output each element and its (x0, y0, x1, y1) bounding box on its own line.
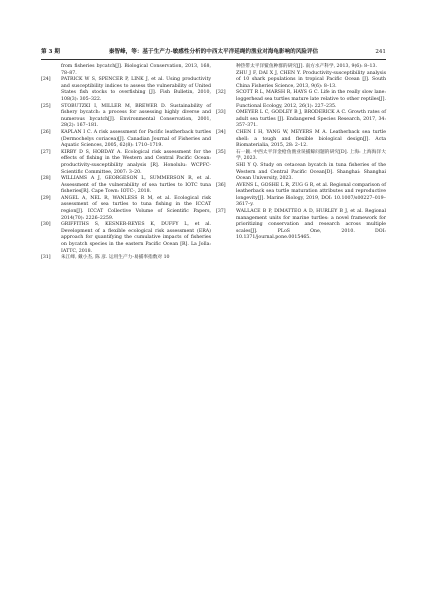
reference-item (216, 71, 386, 91)
reference-item (216, 150, 386, 163)
reference-item (216, 130, 386, 150)
header-rule (41, 59, 386, 60)
reference-item (216, 90, 386, 110)
reference-item (41, 130, 211, 150)
references-right-column (216, 64, 386, 242)
reference-number: [35] (216, 149, 226, 155)
reference-item (216, 183, 386, 209)
reference-number: [29] (41, 195, 51, 201)
reference-number: [34] (216, 129, 226, 135)
reference-text: STOBUTZKI I, MILLER M, BREWER D. Sustainability of fishery bycatch: a process for assessing highly diverse and numerous bycatch[J]. Environmental Conservation, 2001, 28(2): 167–181. (61, 103, 211, 129)
reference-text: AVENS L, GOSHE L R, ZUG G R, et al. Regional comparison of leatherback sea turtle maturation attributes and reproductive longevity[J]. Marine Biology, 2019, DOI: 10.1007/s00227–019–3617–y. (236, 182, 386, 208)
references-left-column (41, 64, 211, 262)
reference-text: GRIFFITHS S, KESNER-REYES K, DUFFY L, et al. Development of a flexible ecological risk assessment (ERA) approach for quantifying the cumulative impacts of fisheries on bycatch species in the eastern Pacific Ocean [R]. La Jolla: IATTC, 2018. (61, 222, 211, 254)
reference-text: KAPLAN I C. A risk assessment for Pacific leatherback turtles (Dermochelys coriacea)[J]. Canadian Journal of Fisheries and Aquatic Sciences, 2005, 62(8): 1710–1719. (61, 129, 211, 149)
reference-item (216, 64, 386, 71)
reference-item (216, 209, 386, 242)
page-number: 241 (375, 49, 386, 55)
reference-item (41, 176, 211, 196)
reference-number: [31] (41, 255, 51, 261)
reference-text: from fisheries bycatch[J]. Biological Conservation, 2013, 168, 78–87. (61, 64, 211, 76)
reference-text: 种热带太平洋鲨鱼种群的研究[J]. 南方水产科学, 2013, 9(6): 8–13. (236, 64, 377, 69)
reference-number: [27] (41, 149, 51, 155)
issue-number: 第 3 期 (41, 49, 60, 55)
reference-item (41, 255, 211, 262)
reference-number: [26] (41, 129, 51, 135)
reference-item (41, 150, 211, 176)
reference-text: SHI Y Q. Study on cetacean bycatch in tuna fisheries of the Western and Central Pacific Ocean[D]. Shanghai: Shanghai Ocean University, 2023. (236, 162, 386, 182)
reference-number: [24] (41, 77, 51, 83)
reference-number: [28] (41, 176, 51, 182)
reference-text: WALLACE B P, DIMATTEO A D, HURLEY B J, et al. Regional management units for marine turtles: a novel framework for prioritizing conservation and research across multiple scales[J]. PLoS One, 2010. DOI: 10.1371/journal.pone.0015465. (236, 209, 386, 241)
page-header (41, 46, 386, 58)
reference-text: 石一颖. 中西太平洋金枪鱼渔业误捕鲸问题的研究[D]. 上海: 上海海洋大学, 2023. (236, 149, 386, 162)
reference-number: [33] (216, 110, 226, 116)
running-title: 秦智峰，等：基于生产力-敏感性分析的中西太平洋延绳钓渔业对海龟影响的风险评估 (108, 49, 319, 55)
reference-text: ANGEL A, NEL R, WANLESS R M, et al. Ecological risk assessment of sea turtles to tuna fishing in the ICCAT region[J]. ICCAT Collective Volume of Scientific Papers, 2014(70): 2226–2259. (61, 195, 211, 221)
reference-text: CHEN I H, YANG W, MEYERS M A. Leatherback sea turtle shell: a tough and flexible biological design[J]. Acta Biomaterialia, 2015, 28: 2–12. (236, 129, 386, 149)
reference-item (216, 110, 386, 130)
reference-item (41, 196, 211, 222)
reference-item (41, 104, 211, 130)
reference-item (41, 64, 211, 77)
reference-number: [36] (216, 182, 226, 188)
reference-text: KIRBY D S, HOBDAY A. Ecological risk assessment for the effects of fishing in the Western and Central Pacific Ocean: productivity-susceptibility analysis [R]. Honolulu: WCPFC-Scientific Committee, 2007: 3–20. (61, 149, 211, 175)
reference-number: [37] (216, 209, 226, 215)
reference-text: WILLIAMS A J, GEORGESON L, SUMMERSON R, et al. Assessment of the vulnerability of sea turtles to IOTC tuna fisheries[R]. Cape Town: IOTC-, 2018. (61, 176, 211, 195)
reference-item (216, 163, 386, 183)
reference-text: ZHU J F, DAI X J, CHEN Y. Productivity-susceptibility analysis of 10 shark populations in tropical Pacific Ocean [J]. South China Fisheries Science, 2013, 9(6): 8–13. (236, 70, 386, 89)
reference-text: OMEYER L C, GODLEY B J, BRODERICK A C. Growth rates of adult sea turtles [J]. Endangered Species Research, 2017, 34: 357–371. (236, 110, 386, 129)
reference-text: SCOTT R L, MARSH R, HAYS G C. Life in the really slow lane: loggerhead sea turtles mature late relative to other reptiles[J]. Functional Ecology, 2012, 26(1): 227–235. (236, 90, 386, 109)
reference-item (41, 77, 211, 103)
reference-number: [25] (41, 103, 51, 109)
reference-text: 朱江峰, 戴小杰, 陈 彦. 运用生产力-易捕率指数对 10 (61, 255, 170, 261)
reference-item (41, 222, 211, 255)
reference-number: [32] (216, 90, 226, 96)
reference-number: [30] (41, 222, 51, 228)
reference-text: PATRICK W S, SPENCER P, LINK J, et al. Using productivity and susceptibility indices to assess the vulnerability of United States fish stocks to overfishing [J]. Fish Bulletin, 2010, 108(3): 305–322. (61, 77, 211, 102)
